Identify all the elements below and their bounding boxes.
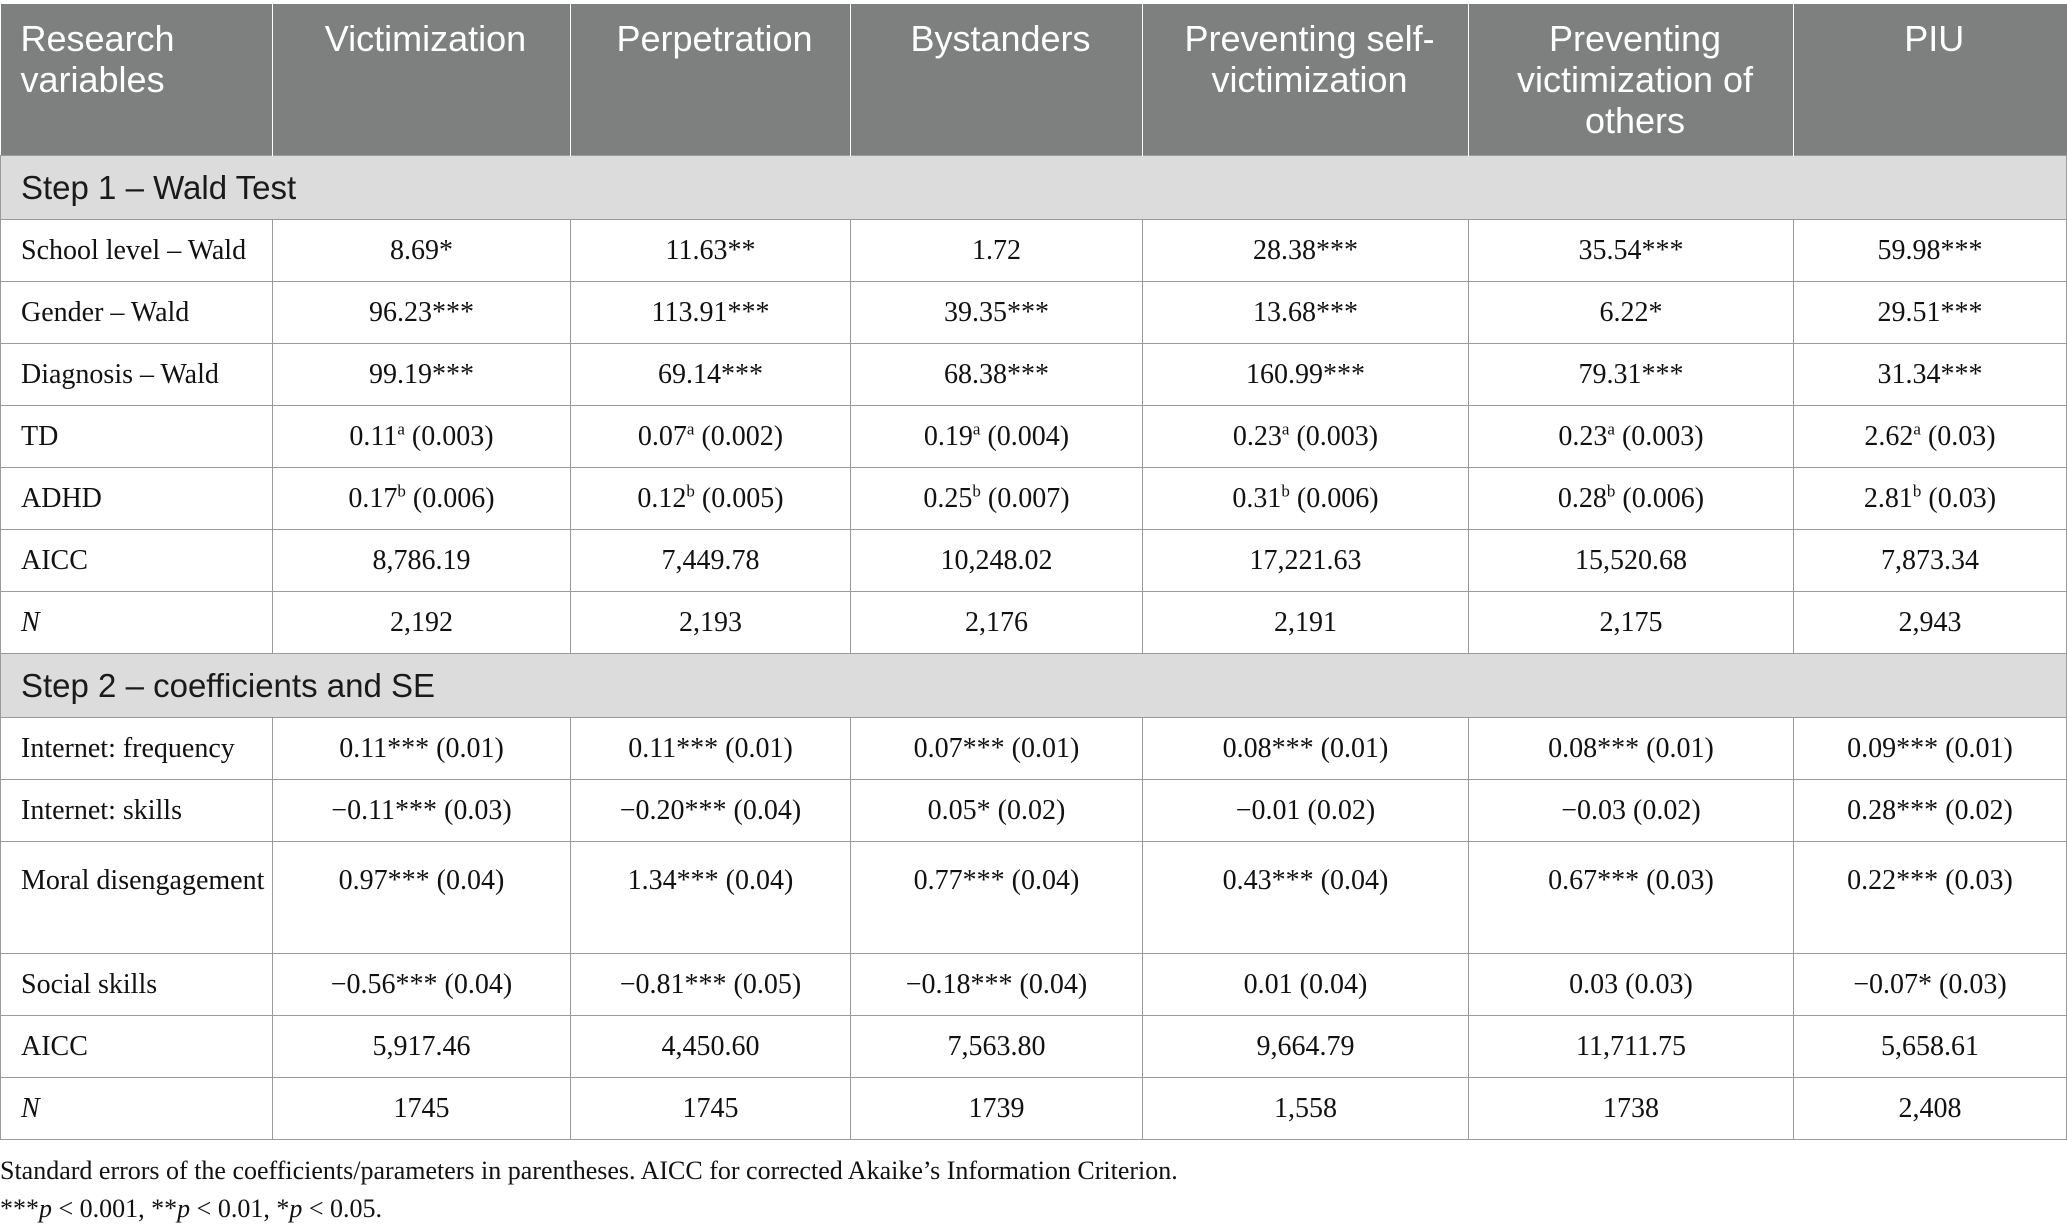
table-cell: 2,176 (851, 592, 1143, 654)
table-cell: −0.01 (0.02) (1143, 780, 1469, 842)
table-cell: 1738 (1469, 1078, 1794, 1140)
table-row (1, 718, 2067, 780)
table-cell: −0.81*** (0.05) (571, 954, 851, 1016)
table-row (1, 954, 2067, 1016)
cell-value: 0.17 (348, 482, 398, 514)
table-cell: 1745 (571, 1078, 851, 1140)
table-cell: 96.23*** (273, 282, 571, 344)
table-cell: 0.01 (0.04) (1143, 954, 1469, 1016)
table-row (1, 780, 2067, 842)
table-cell: −0.20*** (0.04) (571, 780, 851, 842)
row-label: Social skills (1, 954, 273, 1016)
table-row (1, 592, 2067, 654)
table-footnote (0, 1152, 1178, 1228)
table-cell: −0.03 (0.02) (1469, 780, 1794, 842)
table-cell (273, 406, 571, 468)
table-cell (1794, 406, 2067, 468)
cell-superscript: a (1281, 419, 1290, 439)
table-cell: 0.77*** (0.04) (851, 842, 1143, 954)
table-row (1, 842, 2067, 954)
table-cell: 2,191 (1143, 592, 1469, 654)
table-cell: 1,558 (1143, 1078, 1469, 1140)
table-cell: 2,175 (1469, 592, 1794, 654)
cell-value: 0.07 (637, 420, 687, 452)
table-cell: 17,221.63 (1143, 530, 1469, 592)
cell-value: 0.23 (1558, 420, 1608, 452)
table-cell: −0.11*** (0.03) (273, 780, 571, 842)
section-row-step1 (1, 156, 2067, 220)
cell-se: (0.002) (694, 420, 784, 452)
table-cell: 1.34*** (0.04) (571, 842, 851, 954)
cell-se: (0.03) (1921, 482, 1997, 514)
footnote-segment: *** (0, 1194, 39, 1223)
cell-superscript: b (1606, 481, 1616, 501)
footnote-segment: < 0.01, * (190, 1194, 290, 1223)
header-research-variables: Research variables (1, 4, 273, 156)
row-label: TD (1, 406, 273, 468)
table-cell: −0.07* (0.03) (1794, 954, 2067, 1016)
header-preventing-self-victimization: Preventing self-victimization (1143, 4, 1469, 156)
table-cell (1469, 468, 1794, 530)
cell-se: (0.003) (404, 420, 494, 452)
table-cell: 59.98*** (1794, 220, 2067, 282)
table-row (1, 406, 2067, 468)
row-label: Gender – Wald (1, 282, 273, 344)
table-cell: 0.05* (0.02) (851, 780, 1143, 842)
row-label: AICC (1, 1016, 273, 1078)
table-cell: 0.97*** (0.04) (273, 842, 571, 954)
table-cell: 69.14*** (571, 344, 851, 406)
table-cell: 35.54*** (1469, 220, 1794, 282)
header-perpetration: Perpetration (571, 4, 851, 156)
table-cell: 0.22*** (0.03) (1794, 842, 2067, 954)
table-cell: 5,658.61 (1794, 1016, 2067, 1078)
footnote-segment: p (289, 1194, 303, 1223)
cell-se: (0.003) (1289, 420, 1379, 452)
table-cell: 0.11*** (0.01) (571, 718, 851, 780)
cell-se: (0.03) (1920, 420, 1996, 452)
table-cell: 0.08*** (0.01) (1143, 718, 1469, 780)
cell-superscript: b (1912, 481, 1922, 501)
table-cell: 31.34*** (1794, 344, 2067, 406)
table-cell: 11,711.75 (1469, 1016, 1794, 1078)
cell-value: 0.25 (923, 482, 973, 514)
table-cell: 113.91*** (571, 282, 851, 344)
table-cell: 1745 (273, 1078, 571, 1140)
cell-superscript: a (397, 419, 405, 439)
footnote-segment: < 0.001, ** (52, 1194, 178, 1223)
table-cell (851, 406, 1143, 468)
table-cell: −0.18*** (0.04) (851, 954, 1143, 1016)
cell-superscript: b (397, 481, 406, 501)
table-cell: 1.72 (851, 220, 1143, 282)
table-cell (571, 468, 851, 530)
table-cell: 9,664.79 (1143, 1016, 1469, 1078)
cell-value: 2.62 (1864, 420, 1914, 452)
row-label: N (1, 592, 273, 654)
table-cell: 99.19*** (273, 344, 571, 406)
table-row (1, 1016, 2067, 1078)
cell-value: 0.31 (1232, 482, 1282, 514)
table-cell: 2,408 (1794, 1078, 2067, 1140)
header-preventing-victimization-of-others: Preventing victimization of others (1469, 4, 1794, 156)
footnote-line-1: Standard errors of the coefficients/parameters in parentheses. AICC for corrected Akaike’s Information Criterion. (0, 1156, 1178, 1185)
table-cell: 0.07*** (0.01) (851, 718, 1143, 780)
table-cell: 0.08*** (0.01) (1469, 718, 1794, 780)
table-cell: 0.28*** (0.02) (1794, 780, 2067, 842)
cell-se: (0.006) (1289, 482, 1379, 514)
table-cell: 160.99*** (1143, 344, 1469, 406)
footnote-segment: < 0.05. (302, 1194, 383, 1223)
table-cell: 28.38*** (1143, 220, 1469, 282)
cell-value: 2.81 (1863, 482, 1913, 514)
table-cell: 0.11*** (0.01) (273, 718, 571, 780)
table-row (1, 220, 2067, 282)
row-label: Moral disengagement (1, 842, 273, 954)
table-cell: 5,917.46 (273, 1016, 571, 1078)
table-cell: 0.03 (0.03) (1469, 954, 1794, 1016)
table-cell (1143, 406, 1469, 468)
cell-se: (0.006) (405, 482, 495, 514)
cell-value: 0.19 (923, 420, 973, 452)
header-bystanders: Bystanders (851, 4, 1143, 156)
table-cell: 0.09*** (0.01) (1794, 718, 2067, 780)
table-cell: 2,193 (571, 592, 851, 654)
cell-value: 0.28 (1557, 482, 1607, 514)
header-piu: PIU (1794, 4, 2067, 156)
table-row (1, 282, 2067, 344)
cell-value: 0.11 (349, 420, 398, 452)
row-label: N (1, 1078, 273, 1140)
results-table (0, 4, 2067, 1140)
table-cell: 7,449.78 (571, 530, 851, 592)
table-cell: 8,786.19 (273, 530, 571, 592)
table-cell: 2,192 (273, 592, 571, 654)
row-label: School level – Wald (1, 220, 273, 282)
table-cell: 8.69* (273, 220, 571, 282)
section-title: Step 1 – Wald Test (1, 156, 2067, 220)
table-cell (1143, 468, 1469, 530)
table-cell: 6.22* (1469, 282, 1794, 344)
results-table-container (0, 4, 2067, 1140)
table-cell (1469, 406, 1794, 468)
table-cell (1794, 468, 2067, 530)
cell-se: (0.003) (1614, 420, 1704, 452)
table-cell: 2,943 (1794, 592, 2067, 654)
table-cell: 11.63** (571, 220, 851, 282)
cell-se: (0.006) (1615, 482, 1705, 514)
cell-superscript: a (686, 419, 695, 439)
table-cell: −0.56*** (0.04) (273, 954, 571, 1016)
row-label: Internet: skills (1, 780, 273, 842)
footnote-line-2 (0, 1190, 1178, 1228)
row-label: Diagnosis – Wald (1, 344, 273, 406)
table-row (1, 530, 2067, 592)
table-cell (851, 468, 1143, 530)
table-row (1, 1078, 2067, 1140)
section-title: Step 2 – coefficients and SE (1, 654, 2067, 718)
cell-superscript: b (686, 481, 695, 501)
table-cell: 10,248.02 (851, 530, 1143, 592)
cell-se: (0.005) (694, 482, 784, 514)
cell-superscript: a (1913, 419, 1921, 439)
table-row (1, 344, 2067, 406)
table-cell: 7,873.34 (1794, 530, 2067, 592)
header-victimization: Victimization (273, 4, 571, 156)
table-cell: 0.67*** (0.03) (1469, 842, 1794, 954)
cell-superscript: a (1607, 419, 1615, 439)
table-cell: 39.35*** (851, 282, 1143, 344)
cell-se: (0.007) (980, 482, 1070, 514)
table-cell: 79.31*** (1469, 344, 1794, 406)
cell-superscript: b (972, 481, 981, 501)
footnote-segment: p (39, 1194, 52, 1223)
row-label: Internet: frequency (1, 718, 273, 780)
cell-se: (0.004) (980, 420, 1070, 452)
section-row-step2 (1, 654, 2067, 718)
row-label: ADHD (1, 468, 273, 530)
table-cell: 0.43*** (0.04) (1143, 842, 1469, 954)
table-cell: 1739 (851, 1078, 1143, 1140)
header-row (1, 4, 2067, 156)
table-cell: 13.68*** (1143, 282, 1469, 344)
cell-value: 0.23 (1232, 420, 1282, 452)
table-cell: 4,450.60 (571, 1016, 851, 1078)
table-row (1, 468, 2067, 530)
table-cell: 7,563.80 (851, 1016, 1143, 1078)
cell-superscript: a (972, 419, 981, 439)
cell-value: 0.12 (637, 482, 687, 514)
table-cell: 29.51*** (1794, 282, 2067, 344)
table-cell (571, 406, 851, 468)
table-cell: 15,520.68 (1469, 530, 1794, 592)
row-label: AICC (1, 530, 273, 592)
table-cell (273, 468, 571, 530)
table-cell: 68.38*** (851, 344, 1143, 406)
footnote-segment: p (177, 1194, 191, 1223)
cell-superscript: b (1281, 481, 1290, 501)
